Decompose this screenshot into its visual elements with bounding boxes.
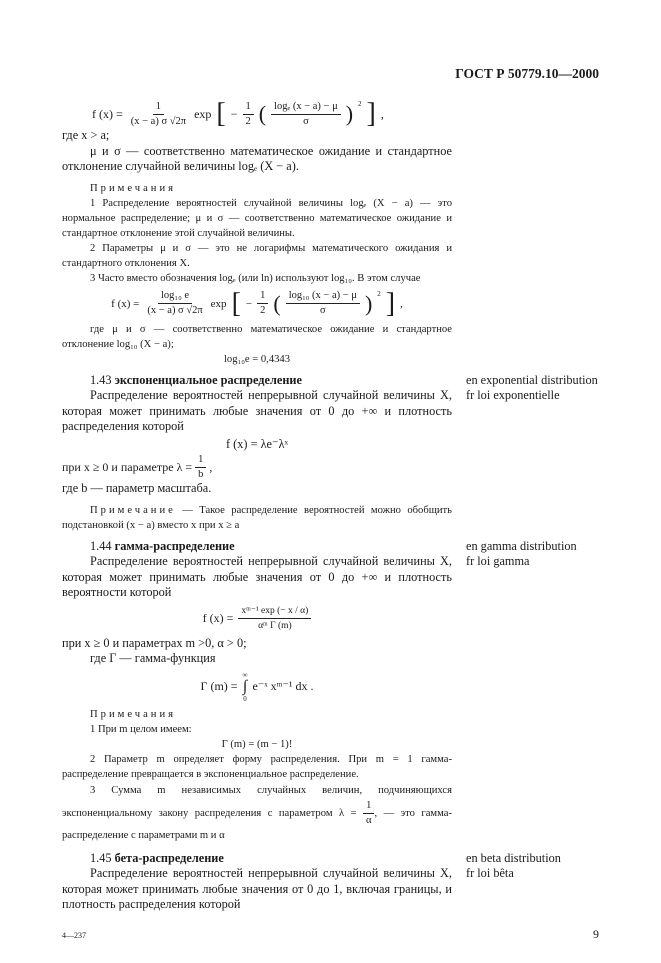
lambda-condition [62, 454, 452, 481]
gamma-note-3 [62, 782, 452, 845]
formula-gamma-function [62, 671, 452, 703]
numerator: 1 [195, 454, 206, 468]
note-2: 2 Параметры μ и σ — это не логарифмы математического ожидания и стандартного отклонения X. [62, 242, 452, 269]
numerator: 1 [243, 101, 254, 115]
bracket: [ [231, 287, 241, 319]
formula-lhs: f (x) = [111, 297, 140, 310]
formula-lhs: Г (m) = [200, 679, 238, 693]
denominator: α [365, 814, 372, 826]
punctuation: , [209, 459, 213, 474]
term-fr: fr loi exponentielle [466, 388, 560, 402]
section-1-43-note [62, 503, 452, 533]
note-text: , — это гамма-распределение с параметрами m и α [62, 807, 452, 841]
term-fr: fr loi gamma [466, 554, 530, 568]
page-footer [62, 927, 599, 943]
mu-sigma-text: μ и σ — соответственно математическое ожидание и стандартное отклонение случайной величины logₑ (X − a). [62, 143, 452, 173]
term-en: en gamma distribution [466, 538, 577, 553]
section-1-44-heading [62, 538, 577, 568]
fraction [243, 101, 254, 128]
denominator: αᵐ Γ (m) [258, 620, 292, 631]
numerator: 1 [153, 101, 164, 115]
formula-exponential: f (x) = λe⁻λˣ [225, 436, 289, 451]
formula-lhs: f (x) = [92, 106, 123, 121]
lambda-label: λ = [338, 807, 357, 819]
numerator: logₑ (x − a) − μ [271, 101, 341, 115]
numerator: 1 [257, 290, 268, 304]
fraction [271, 101, 341, 128]
formula-lognormal [92, 100, 452, 128]
notes-title: Примечания [90, 708, 176, 720]
bracket: ] [385, 287, 396, 319]
term-en: en beta distribution [466, 850, 561, 865]
gamma-condition: при x ≥ 0 и параметрах m >0, α > 0; [62, 635, 247, 650]
note-label: Примечание [90, 504, 176, 516]
minus: − [230, 106, 238, 121]
exponent: 2 [377, 289, 381, 298]
numerator: 1 [363, 800, 374, 814]
paren: ( [273, 290, 281, 316]
log10e-value: log₁₀e = 0,4343 [223, 353, 291, 365]
fraction [144, 290, 205, 317]
gamma-note-1: 1 При m целом имеем: [90, 723, 192, 735]
section-number: 1.45 [90, 850, 112, 865]
gamma-note-2: 2 Параметр m определяет форму распределения. При m = 1 гамма-распределение превращается в экспоненциальное распределение. [62, 753, 452, 780]
notes-title: Примечания [90, 182, 176, 194]
condition-text: при x ≥ 0 и параметре λ = [62, 459, 193, 474]
paren: ( [258, 101, 267, 126]
note-1: 1 Распределение вероятностей случайной величины logₑ (X − a) — это нормальное распределение; μ и σ — соответственно математическое ожидание и стандартное отклонение этой случайной величины. [62, 197, 452, 239]
section-number: 1.43 [90, 372, 112, 387]
numerator: xᵐ⁻¹ exp (− x / α) [238, 605, 311, 619]
denominator: (x − a) σ √2π [130, 115, 187, 127]
section-term: экспоненциальное распределение [114, 372, 302, 387]
section-1-45-text: Распределение вероятностей непрерывной случайной величины X, которая может принимать любые значения от 0 до 1, включая границы, и плотность распределения которой [62, 866, 452, 911]
where-b: где b — параметр масштаба. [62, 481, 212, 495]
section-1-43-heading [62, 372, 598, 402]
exp-label: exp [210, 297, 227, 310]
formula-log10 [62, 287, 452, 319]
fraction [238, 605, 311, 632]
denominator: (x − a) σ √2π [147, 305, 203, 316]
formula-lhs: f (x) = [202, 610, 234, 625]
fraction [257, 290, 268, 317]
where-mu: где μ и σ — соответственно математическое ожидание и стандартное отклонение log₁₀ (X − a); [62, 323, 452, 350]
fraction [128, 101, 189, 128]
note-text: — Такое распределение вероятностей можно обобщить подстановкой (x − a) вместо x при x ≥ a [62, 504, 452, 531]
exponent: 2 [358, 100, 362, 108]
integral [243, 671, 248, 703]
denominator: 2 [245, 115, 251, 127]
section-term: гамма-распределение [114, 538, 235, 553]
numerator: log₁₀ (x − a) − μ [286, 290, 360, 304]
factorial-formula: Г (m) = (m − 1)! [221, 738, 293, 750]
section-number: 1.44 [90, 538, 112, 553]
fraction [286, 290, 360, 317]
where-gamma: где Г — гамма-функция [90, 651, 216, 665]
paren: ) [345, 101, 354, 126]
exp-label: exp [194, 106, 212, 121]
denominator: b [198, 469, 204, 480]
section-term: бета-распределение [114, 850, 224, 865]
standard-header: ГОСТ Р 50779.10—2000 [455, 66, 599, 81]
upper-limit: ∞ [242, 670, 248, 679]
integral-sign: ∫ [242, 677, 248, 695]
punctuation: , [400, 297, 403, 310]
integrand: e⁻ˣ xᵐ⁻¹ dx . [252, 679, 314, 693]
bracket: [ [216, 98, 226, 129]
section-1-45-heading [62, 850, 561, 880]
paren: ) [364, 290, 373, 316]
term-fr: fr loi bêta [466, 866, 514, 880]
page-number: 9 [593, 926, 599, 941]
note-3: 3 Часто вместо обозначения logₑ (или ln) используют log₁₀. В этом случае [90, 272, 421, 284]
fraction [195, 454, 206, 481]
numerator: log₁₀ e [158, 290, 192, 304]
note-text: 3 Сумма m независимых случайных величин, подчиняющихся экспоненциальному закону распределения с параметром [62, 784, 452, 819]
where-x: где x > a; [62, 128, 110, 142]
denominator: 2 [260, 305, 266, 316]
punctuation: , [380, 106, 384, 121]
term-en: en exponential distribution [466, 372, 598, 387]
denominator: σ [319, 305, 326, 316]
section-1-43-text: Распределение вероятностей непрерывной случайной величины X, которая может принимать любые значения от 0 до +∞ и плотность распределения которой [62, 388, 452, 433]
lower-limit: 0 [243, 694, 247, 703]
denominator: σ [303, 115, 309, 127]
bracket: ] [366, 98, 376, 129]
minus: − [245, 297, 253, 310]
print-code: 4—237 [62, 930, 86, 940]
formula-gamma-density [62, 605, 452, 632]
fraction [363, 800, 375, 827]
section-1-44-text: Распределение вероятностей непрерывной случайной величины X, которая может принимать любые значения от 0 до +∞ и плотность вероятности которой [62, 554, 452, 599]
